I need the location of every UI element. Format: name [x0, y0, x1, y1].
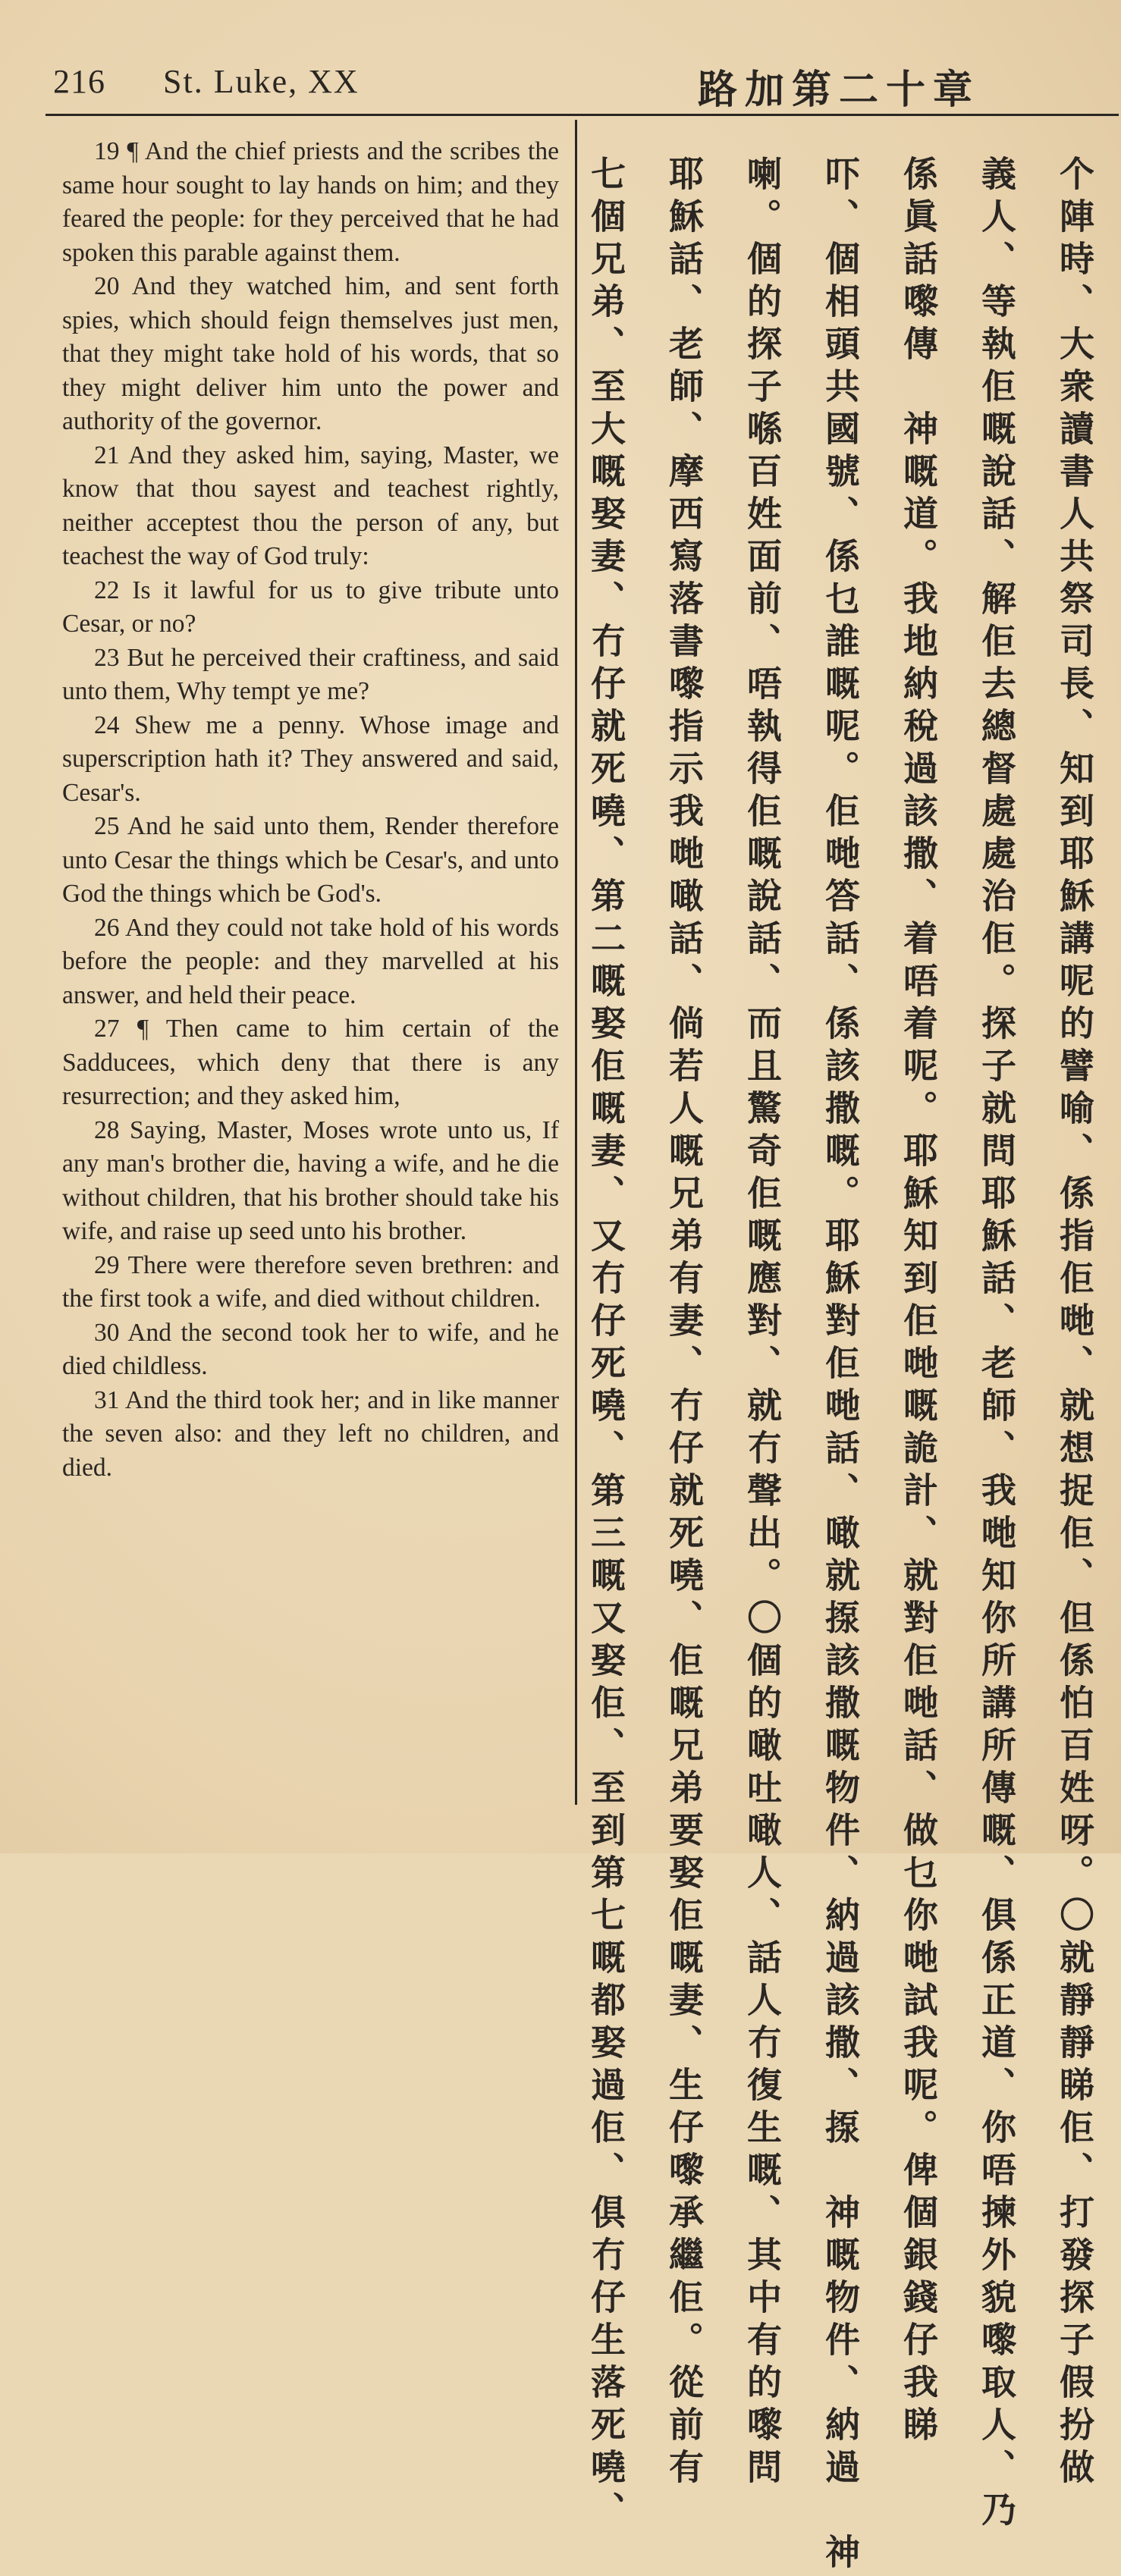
verse-24: 24 Shew me a penny. Whose image and superscription hath it? They answered and said, Cesar's.	[62, 711, 559, 807]
running-title: St. Luke, XX	[163, 63, 360, 100]
verse-29: 29 There were therefore seven brethren: and the first took a wife, and died without children.	[62, 1250, 559, 1313]
chinese-line: 吓、個相頭共國號、係乜誰嘅呢。佢哋答話、係該撒嘅。耶穌對佢哋話、噉就揼該撒嘅物件、納過該撒、揼 神嘅物件、納過 神	[820, 155, 861, 2576]
verse-20: 20 And they watched him, and sent forth spies, which should feign themselves just men, that they might take hold of his words, that so they might deliver him unto the power and authority of the governor.	[62, 272, 559, 435]
chinese-line: 个陣時、大衆讀書人共祭司長、知到耶穌講呢的譬喻、係指佢哋、就想捉佢、但係怕百姓呀。〇就靜靜睇佢、打發探子假扮做	[1054, 155, 1095, 2491]
header-rule	[46, 114, 1119, 116]
chinese-running-title: 路加第二十章	[698, 67, 981, 113]
chinese-line: 耶穌話、老師、摩西寫落書嚟指示我哋噉話、倘若人嘅兄弟有妻、冇仔就死嘵、佢嘅兄弟要娶佢嘅妻、生仔嚟承繼佢。從前有	[664, 155, 705, 2491]
verse-26: 26 And they could not take hold of his words before the people: and they marvelled at his answer, and held their peace.	[62, 913, 559, 1009]
verse-31: 31 And the third took her; and in like manner the seven also: and they left no children, and died.	[62, 1385, 559, 1482]
chinese-line: 喇。個的探子喺百姓面前、唔執得佢嘅說話、而且驚奇佢嘅應對、就冇聲出。〇個的噉吐噉人、話人冇復生嘅、其中有的嚟問	[742, 155, 783, 2491]
chinese-line: 義人、等執佢嘅說話、解佢去總督處處治佢。探子就問耶穌話、老師、我哋知你所講所傳嘅、俱係正道、你唔揀外貌嚟取人、乃	[976, 155, 1017, 2534]
chinese-line: 七個兄弟、至大嘅娶妻、冇仔就死嘵、第二嘅娶佢嘅妻、又冇仔死嘵、第三嘅又娶佢、至到第七嘅都娶過佢、俱冇仔生落死嘵、	[586, 155, 626, 2534]
english-text-column	[62, 135, 559, 1485]
verse-22: 22 Is it lawful for us to give tribute unto Cesar, or no?	[62, 576, 559, 638]
chinese-text-column	[586, 155, 1113, 2576]
verse-19: 19 ¶ And the chief priests and the scribes the same hour sought to lay hands on him; and they feared the people: for they perceived that he had spoken this parable against them.	[62, 137, 559, 267]
page-number: 216	[53, 63, 105, 100]
verse-28: 28 Saying, Master, Moses wrote unto us, If any man's brother die, having a wife, and he die without children, that his brother should take his wife, and raise up seed unto his brother.	[62, 1115, 559, 1245]
chinese-line: 係眞話嚟傳 神嘅道。我地納稅過該撒、着唔着呢。耶穌知到佢哋嘅詭計、就對佢哋話、做乜你哋試我呢。俾個銀錢仔我睇	[898, 155, 939, 2449]
verse-30: 30 And the second took her to wife, and he died childless.	[62, 1318, 559, 1380]
verse-25: 25 And he said unto them, Render therefore unto Cesar the things which be Cesar's, and unto God the things which be God's.	[62, 812, 559, 908]
verse-21: 21 And they asked him, saying, Master, we know that thou sayest and teachest rightly, neither acceptest thou the person of any, but teachest the way of God truly:	[62, 441, 559, 570]
verse-23: 23 But he perceived their craftiness, and said unto them, Why tempt ye me?	[62, 643, 559, 705]
verse-27: 27 ¶ Then came to him certain of the Sadducees, which deny that there is any resurrection; and they asked him,	[62, 1015, 559, 1110]
